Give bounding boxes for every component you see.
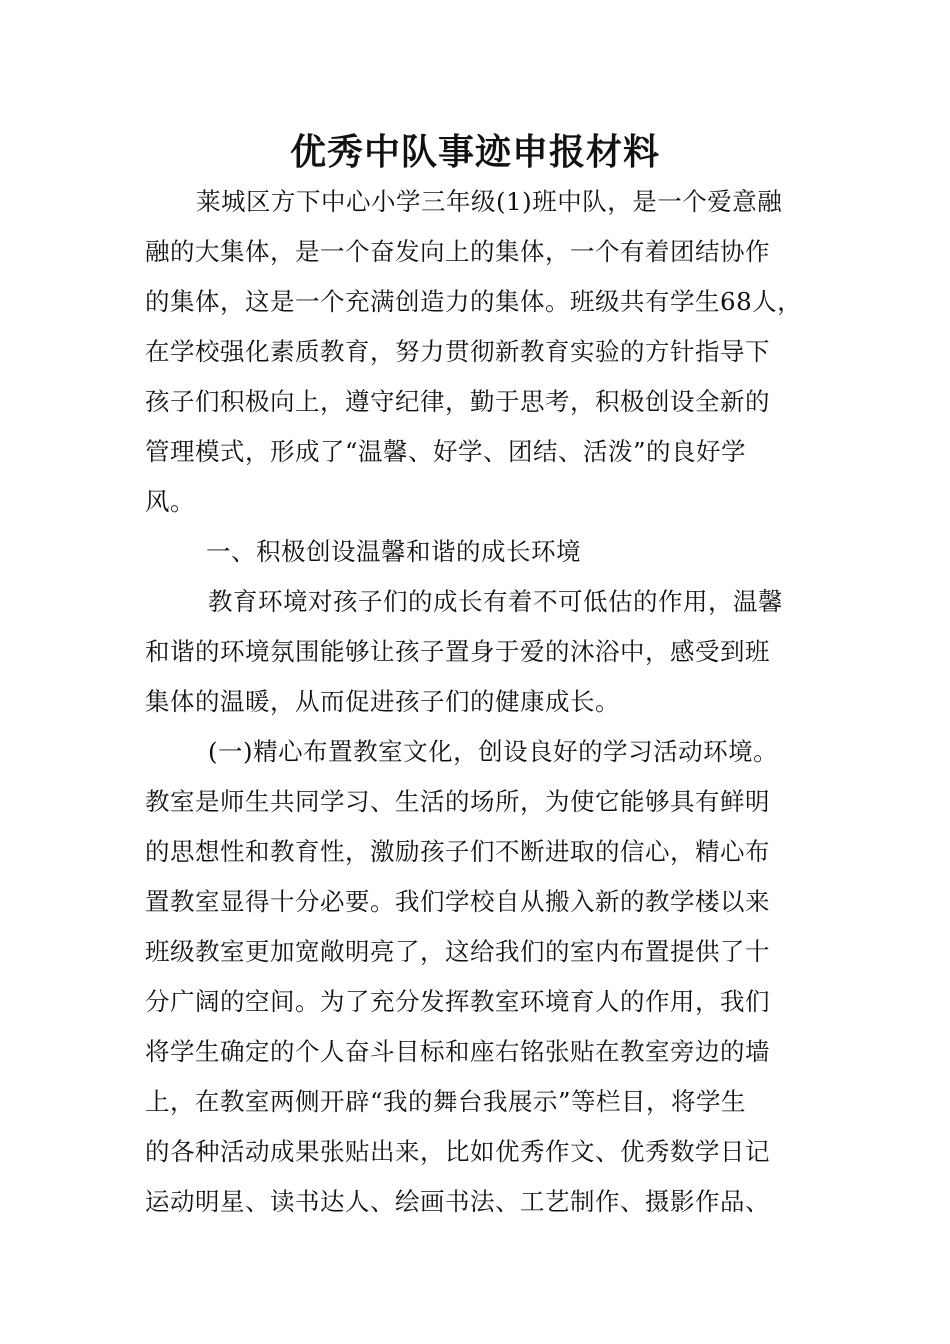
paragraph-line: 的思想性和教育性，激励孩子们不断进取的信心，精心布 [145, 837, 770, 866]
paragraph-line: 集体的温暖，从而促进孩子们的健康成长。 [145, 687, 620, 716]
paragraph-line: 将学生确定的个人奋斗目标和座右铭张贴在教室旁边的墙 [145, 1037, 770, 1066]
section-heading: 一、积极创设温馨和谐的成长环境 [206, 537, 581, 566]
document-title: 优秀中队事迹申报材料 [289, 131, 660, 173]
paragraph-line: 在学校强化素质教育，努力贯彻新教育实验的方针指导下 [145, 337, 770, 366]
paragraph-line: 莱城区方下中心小学三年级(1)班中队，是一个爱意融 [196, 187, 783, 216]
paragraph-line: 上，在教室两侧开辟“我的舞台我展示”等栏目，将学生 [145, 1087, 747, 1116]
paragraph-line: 教室是师生共同学习、生活的场所，为使它能够具有鲜明 [145, 787, 770, 816]
paragraph-line: 分广阔的空间。为了充分发挥教室环境育人的作用，我们 [145, 987, 770, 1016]
paragraph-line: 和谐的环境氛围能够让孩子置身于爱的沐浴中，感受到班 [145, 637, 770, 666]
paragraph-line: 运动明星、读书达人、绘画书法、工艺制作、摄影作品、 [145, 1187, 770, 1216]
paragraph-line: 置教室显得十分必要。我们学校自从搬入新的教学楼以来 [145, 887, 770, 916]
paragraph-line: 融的大集体，是一个奋发向上的集体，一个有着团结协作 [145, 237, 770, 266]
paragraph-line: 管理模式，形成了“温馨、好学、团结、活泼”的良好学 [145, 437, 747, 466]
subsection-heading: (一)精心布置教室文化，创设良好的学习活动环境。 [208, 737, 779, 766]
paragraph-line: 孩子们积极向上，遵守纪律，勤于思考，积极创设全新的 [145, 387, 770, 416]
paragraph-line: 风。 [145, 487, 195, 516]
paragraph-line: 班级教室更加宽敞明亮了，这给我们的室内布置提供了十 [145, 937, 770, 966]
paragraph-line: 的集体，这是一个充满创造力的集体。班级共有学生68人， [145, 287, 803, 316]
paragraph-line: 教育环境对孩子们的成长有着不可低估的作用，温馨 [208, 587, 783, 616]
paragraph-line: 的各种活动成果张贴出来，比如优秀作文、优秀数学日记 [145, 1137, 770, 1166]
